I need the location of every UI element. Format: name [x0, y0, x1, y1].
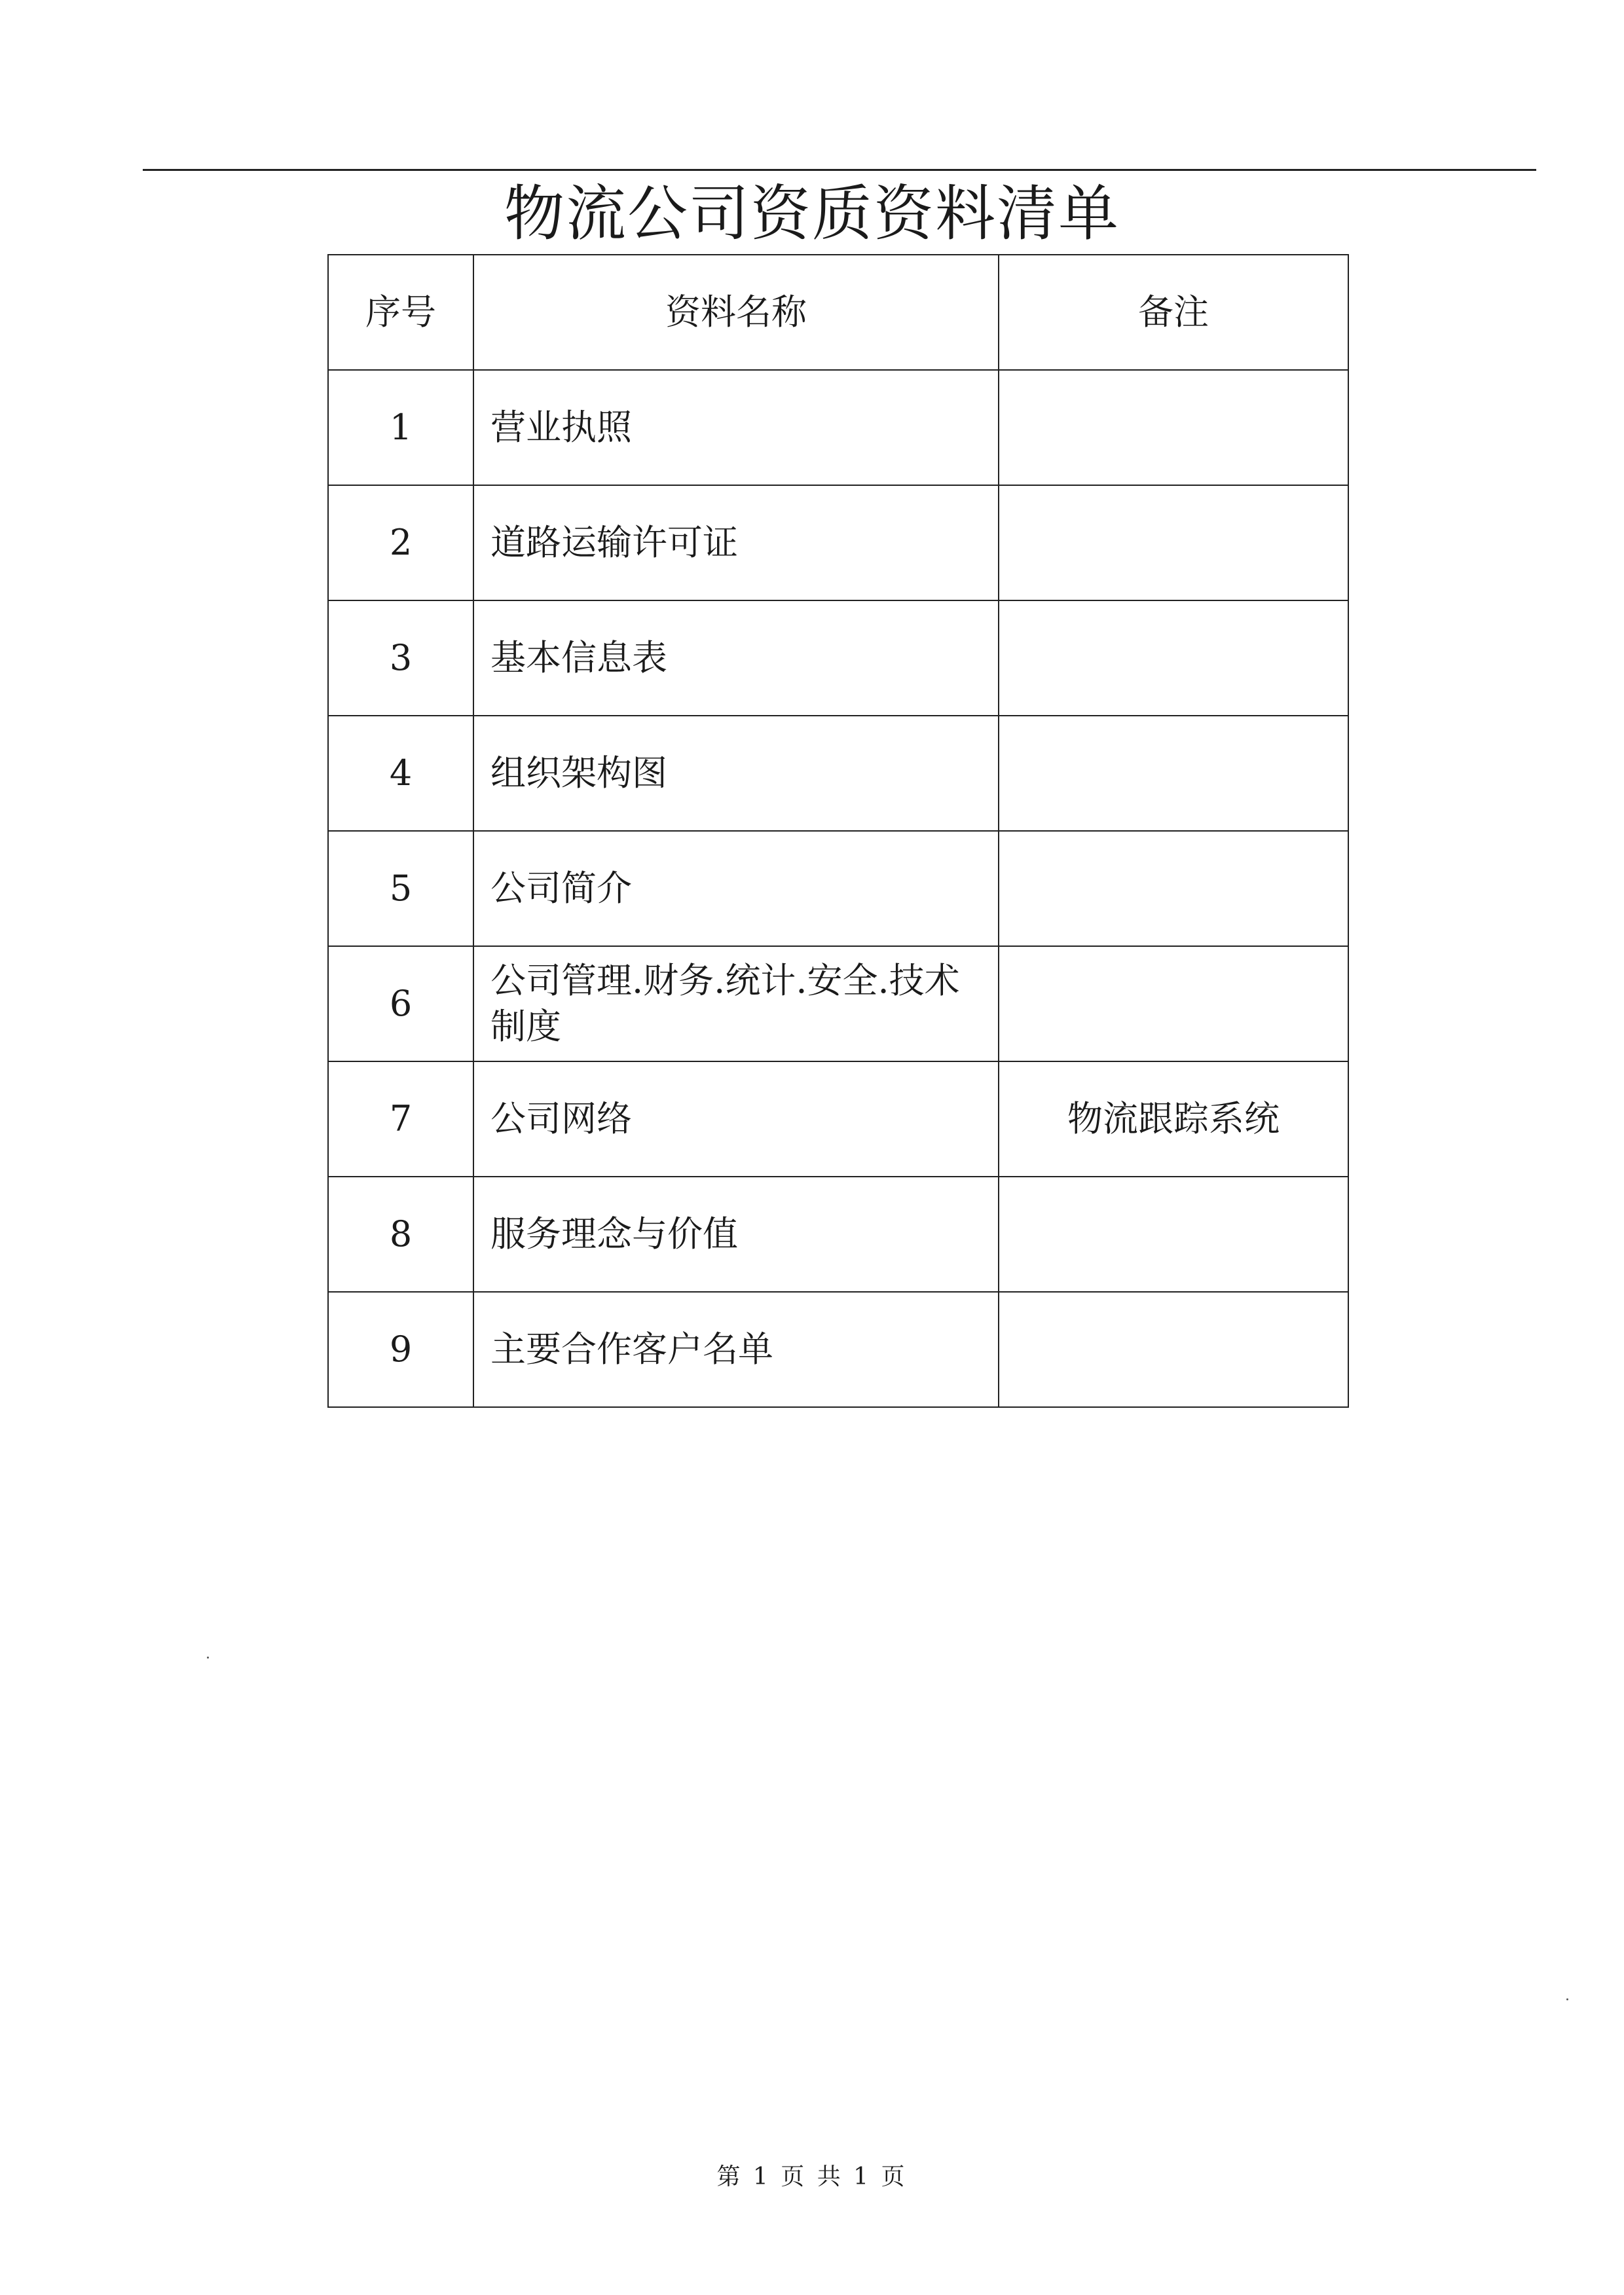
row-name: 主要合作客户名单 [473, 1292, 999, 1407]
page-footer: 第 1 页 共 1 页 [716, 2163, 908, 2190]
row-note [999, 370, 1348, 485]
table-row [328, 600, 1348, 716]
row-note [999, 716, 1348, 831]
row-name: 公司网络 [473, 1061, 999, 1177]
scan-speck [1566, 1998, 1568, 2000]
row-note [999, 1177, 1348, 1292]
row-seq: 5 [328, 831, 473, 946]
document-title: 物流公司资质资料清单 [504, 179, 1120, 249]
table-row [328, 1177, 1348, 1292]
row-name: 基本信息表 [473, 600, 999, 716]
header-seq: 序号 [328, 255, 473, 370]
row-name: 道路运输许可证 [473, 485, 999, 600]
row-note [999, 600, 1348, 716]
row-name: 公司简介 [473, 831, 999, 946]
header-rule [143, 169, 1536, 171]
qualification-list-table [327, 254, 1349, 1408]
table-row [328, 946, 1348, 1061]
table-row [328, 1292, 1348, 1407]
row-name: 营业执照 [473, 370, 999, 485]
table-row [328, 485, 1348, 600]
row-note: 物流跟踪系统 [999, 1061, 1348, 1177]
table-row [328, 831, 1348, 946]
table-row [328, 370, 1348, 485]
header-note: 备注 [999, 255, 1348, 370]
row-name: 组织架构图 [473, 716, 999, 831]
row-note [999, 946, 1348, 1061]
row-seq: 8 [328, 1177, 473, 1292]
scan-speck [207, 1657, 209, 1659]
row-note [999, 485, 1348, 600]
header-name: 资料名称 [473, 255, 999, 370]
table-row [328, 1061, 1348, 1177]
row-note [999, 831, 1348, 946]
row-seq: 3 [328, 600, 473, 716]
row-seq: 6 [328, 946, 473, 1061]
row-seq: 9 [328, 1292, 473, 1407]
row-seq: 7 [328, 1061, 473, 1177]
row-seq: 4 [328, 716, 473, 831]
row-note [999, 1292, 1348, 1407]
table-row [328, 716, 1348, 831]
row-seq: 1 [328, 370, 473, 485]
table-header-row [328, 255, 1348, 370]
row-name: 公司管理.财务.统计.安全.技术制度 [473, 946, 999, 1061]
row-name: 服务理念与价值 [473, 1177, 999, 1292]
row-seq: 2 [328, 485, 473, 600]
